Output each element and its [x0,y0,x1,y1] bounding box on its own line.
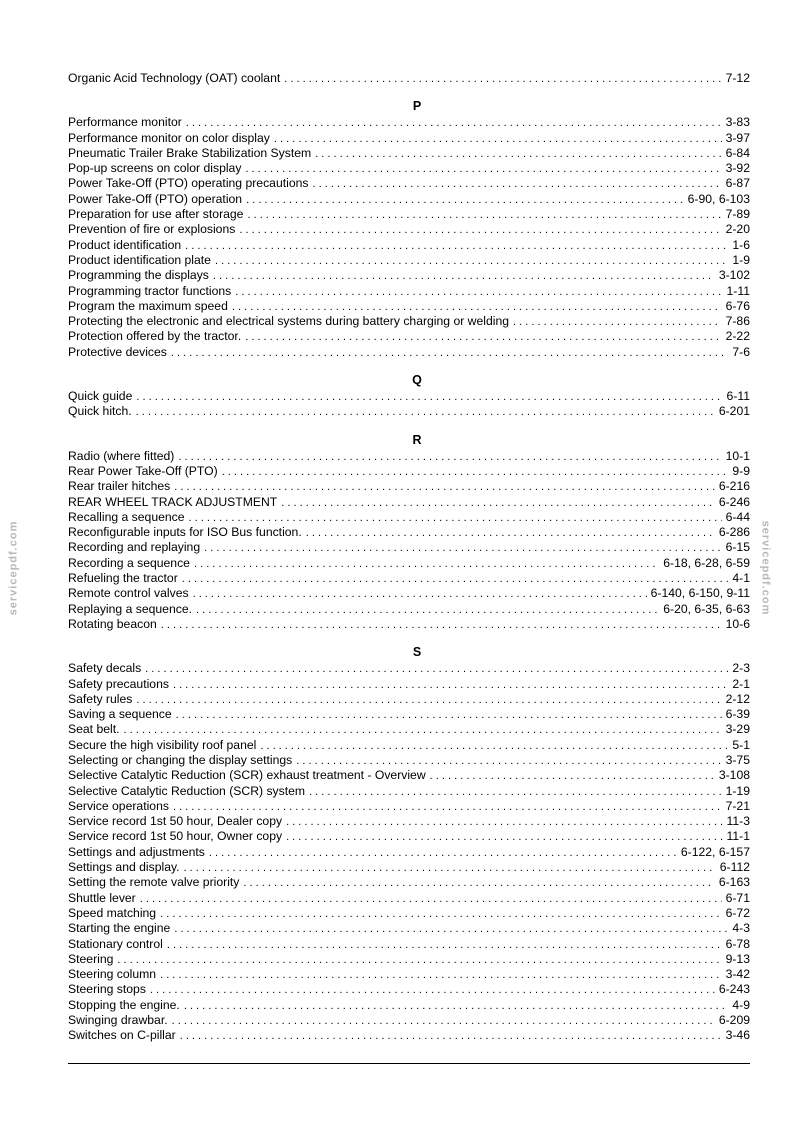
index-entry [68,906,750,921]
entry-page-number: 7-12 [725,71,750,85]
dot-leader [136,390,722,405]
index-entry [68,692,750,707]
index-entry [68,967,750,982]
index-entry [68,525,750,540]
entry-page-number: 6-44 [725,509,750,524]
index-entry [68,860,750,875]
dot-leader [281,496,715,511]
dot-leader [185,239,728,254]
index-entry [68,176,750,191]
index-entry [68,799,750,814]
dot-leader [296,754,721,769]
index-entry [68,937,750,952]
entry-page-number: 3-92 [725,161,750,176]
entry-page-number: 6-209 [718,1013,750,1028]
entry-label: Pop-up screens on color display [68,161,242,176]
dot-leader [180,1029,722,1044]
index-entry [68,891,750,906]
entry-page-number: 6-84 [725,145,750,160]
entry-label: Rotating beacon [68,616,157,631]
entry-label: Service record 1st 50 hour, Dealer copy [68,814,283,829]
index-entry [68,707,750,722]
index-entry [68,829,750,844]
index-entry [68,284,750,299]
entry-page-number: 3-108 [718,768,750,783]
entry-label: Programming the displays [68,268,209,283]
index-entry [68,768,750,783]
entry-page-number: 7-86 [725,314,750,329]
index-entry [68,784,750,799]
entry-label: Pneumatic Trailer Brake Stabilization System [68,145,312,160]
entry-label: Stopping the engine. [68,997,180,1012]
index-entry [68,617,750,632]
index-entry [68,661,750,676]
dot-leader [124,723,722,738]
entry-page-number: 4-1 [732,571,750,586]
index-entry [68,389,750,404]
index-sections [68,99,750,1043]
dot-leader [160,968,722,983]
entry-label: Replaying a sequence. [68,601,192,616]
entry-label: Seat belt. [68,722,120,737]
index-entry [68,146,750,161]
entry-page-number: 6-286 [718,525,750,540]
index-entry [68,1013,750,1028]
entry-label: Recording and replaying [68,540,201,555]
watermark-right: servicepdf.com [759,520,772,616]
dot-leader [184,861,716,876]
entry-label: Service record 1st 50 hour, Owner copy [68,829,283,844]
index-entry [68,449,750,464]
entry-label: Power Take-Off (PTO) operating precautions [68,176,309,191]
index-entry [68,404,750,419]
index-entry [68,131,750,146]
dot-leader [136,693,721,708]
dot-leader [204,541,721,556]
section-letter-heading: Q [412,373,422,388]
entry-label: Shuttle lever [68,890,136,905]
dot-leader [173,800,722,815]
entry-label: Preparation for use after storage [68,207,244,222]
dot-leader [213,269,715,284]
dot-leader [178,450,721,465]
entry-label: Speed matching [68,905,157,920]
index-entry [68,222,750,237]
entry-label: Performance monitor on color display [68,130,270,145]
entry-label: Settings and display. [68,860,180,875]
entry-label: Setting the remote valve priority [68,875,240,890]
index-entry [68,207,750,222]
dot-leader [315,147,721,162]
entry-page-number: 6-78 [725,936,750,951]
index-entry [68,329,750,344]
entry-label: Stationary control [68,936,163,951]
dot-leader [245,162,721,177]
entry-label: Steering column [68,967,157,982]
entry-page-number: 6-122, 6-157 [680,844,750,859]
entry-label: Organic Acid Technology (OAT) coolant [68,71,281,85]
index-entry [68,115,750,130]
index-entry [68,71,750,86]
dot-leader [247,208,721,223]
entry-page-number: 6-216 [718,479,750,494]
entry-page-number: 6-72 [725,905,750,920]
index-entry [68,314,750,329]
dot-leader [174,922,728,937]
index-entry [68,238,750,253]
entry-page-number: 6-18, 6-28, 6-59 [663,555,750,570]
entry-page-number: 4-3 [732,921,750,936]
entry-label: Selecting or changing the display settings [68,752,293,767]
entry-label: Reconfigurable inputs for ISO Bus function. [68,525,302,540]
index-entry [68,540,750,555]
section-letter-heading: P [412,99,422,114]
entry-label: Product identification [68,237,182,252]
index-content [68,71,750,1044]
entry-page-number: 3-29 [725,722,750,737]
entry-page-number: 2-3 [732,661,750,676]
entry-page-number: 1-19 [725,783,750,798]
index-entry [68,952,750,967]
dot-leader [171,346,728,361]
entry-label: Saving a sequence [68,707,172,722]
entry-page-number: 2-22 [725,329,750,344]
entry-page-number: 6-246 [718,494,750,509]
entry-page-number: 3-75 [725,752,750,767]
entry-label: Recording a sequence [68,555,190,570]
entry-label: Starting the engine [68,921,171,936]
dot-leader [245,330,721,345]
entry-page-number: 2-20 [725,222,750,237]
index-entry [68,1028,750,1043]
entry-page-number: 6-15 [725,540,750,555]
index-section [68,373,750,420]
entry-label: Remote control valves [68,586,189,601]
entry-page-number: 9-9 [732,463,750,478]
index-section [68,645,750,1043]
entry-label: Quick guide [68,389,133,404]
dot-leader [145,662,728,677]
dot-leader [193,587,647,602]
dot-leader [286,830,722,845]
entry-label: Safety rules [68,691,133,706]
entry-label: Rear trailer hitches [68,479,171,494]
entry-label: Settings and adjustments [68,844,205,859]
dot-leader [173,678,728,693]
index-entry [68,161,750,176]
dot-leader [167,938,722,953]
dot-leader [246,193,684,208]
entry-label: Protective devices [68,344,167,359]
dot-leader [189,511,722,526]
index-entry [68,722,750,737]
dot-leader [196,603,659,618]
dot-leader [194,557,659,572]
entry-label: Power Take-Off (PTO) operation [68,191,243,206]
entry-label: Quick hitch. [68,404,132,419]
entry-page-number: 9-13 [725,951,750,966]
dot-leader [150,983,715,998]
index-entry [68,192,750,207]
entry-page-number: 1-11 [726,283,750,298]
dot-leader [176,708,722,723]
entry-page-number: 6-112 [719,860,750,875]
dot-leader [284,72,721,87]
section-letter-heading: R [412,432,422,447]
entry-page-number: 6-163 [718,875,750,890]
dot-leader [161,618,722,633]
entry-page-number: 3-42 [725,967,750,982]
watermark-left: servicepdf.com [7,520,20,616]
entry-label: Prevention of fire or explosions [68,222,236,237]
entry-page-number: 3-83 [725,115,750,130]
entry-page-number: 6-90, 6-103 [687,191,750,206]
entry-label: Swinging drawbar. [68,1013,168,1028]
entry-label: Switches on C-pillar [68,1028,176,1043]
entry-label: Recalling a sequence [68,509,185,524]
entry-page-number: 6-201 [718,404,750,419]
entry-page-number: 11-1 [726,829,750,844]
dot-leader [239,223,721,238]
entry-page-number: 6-243 [718,982,750,997]
entry-label: Secure the high visibility roof panel [68,737,257,752]
entry-page-number: 6-39 [725,707,750,722]
entry-page-number: 2-12 [725,691,750,706]
index-entry [68,753,750,768]
index-entry [68,677,750,692]
entry-label: Performance monitor [68,115,182,130]
entry-page-number: 4-9 [732,997,750,1012]
dot-leader [274,132,722,147]
index-entry [68,464,750,479]
dot-leader [309,785,722,800]
dot-leader [182,572,729,587]
top-entries [68,71,750,86]
entry-label: Protecting the electronic and electrical systems during battery charging or welding [68,314,510,329]
entry-label: Service operations [68,798,169,813]
index-entry [68,299,750,314]
index-entry [68,998,750,1013]
index-entry [68,738,750,753]
index-entry [68,510,750,525]
entry-page-number: 6-20, 6-35, 6-63 [663,601,750,616]
entry-page-number: 3-97 [725,130,750,145]
dot-leader [243,876,714,891]
entry-label: Safety decals [68,661,142,676]
entry-label: Product identification plate [68,252,211,267]
dot-leader [174,480,715,495]
entry-page-number: 6-11 [726,389,750,404]
dot-leader [184,999,729,1014]
entry-label: Refueling the tractor [68,571,178,586]
entry-page-number: 7-6 [732,344,750,359]
index-entry [68,268,750,283]
entry-page-number: 7-89 [725,207,750,222]
index-entry [68,814,750,829]
entry-page-number: 1-6 [732,237,750,252]
index-entry [68,556,750,571]
entry-label: Safety precautions [68,676,169,691]
entry-page-number: 6-140, 6-150, 9-11 [650,586,750,601]
entry-page-number: 6-71 [725,890,750,905]
entry-page-number: 10-1 [725,448,750,463]
dot-leader [160,907,722,922]
index-entry [68,345,750,360]
index-entry [68,586,750,601]
entry-label: Program the maximum speed [68,298,228,313]
entry-page-number: 3-102 [718,268,750,283]
entry-page-number: 1-9 [732,252,750,267]
dot-leader [312,177,721,192]
dot-leader [260,739,728,754]
dot-leader [513,315,722,330]
dot-leader [222,465,729,480]
entry-page-number: 6-87 [725,176,750,191]
index-entry [68,571,750,586]
dot-leader [215,254,728,269]
dot-leader [136,405,715,420]
entry-label: Programming tractor functions [68,283,232,298]
dot-leader [286,815,722,830]
index-entry [68,495,750,510]
dot-leader [172,1014,715,1029]
index-entry [68,602,750,617]
dot-leader [186,116,722,131]
entry-label: Protection offered by the tractor. [68,329,242,344]
dot-leader [209,846,677,861]
index-entry [68,845,750,860]
dot-leader [306,526,715,541]
entry-label: Steering stops [68,982,146,997]
index-section [68,99,750,360]
entry-page-number: 6-76 [725,298,750,313]
index-section [68,433,750,633]
index-entry [68,875,750,890]
entry-page-number: 10-6 [725,616,750,631]
entry-label: Selective Catalytic Reduction (SCR) system [68,783,306,798]
index-entry [68,253,750,268]
index-entry [68,921,750,936]
entry-page-number: 11-3 [726,814,750,829]
entry-label: Selective Catalytic Reduction (SCR) exhaust treatment - Overview [68,768,426,783]
section-letter-heading: S [412,645,422,660]
dot-leader [430,769,715,784]
dot-leader [235,285,722,300]
entry-label: Radio (where fitted) [68,448,175,463]
index-entry [68,479,750,494]
entry-label: Steering [68,951,114,966]
entry-page-number: 5-1 [732,737,750,752]
footer-rule [68,1063,750,1064]
entry-page-number: 2-1 [732,676,750,691]
dot-leader [140,892,722,907]
index-entry [68,982,750,997]
entry-label: REAR WHEEL TRACK ADJUSTMENT [68,494,278,509]
entry-page-number: 3-46 [725,1028,750,1043]
entry-page-number: 7-21 [725,798,750,813]
dot-leader [232,300,722,315]
dot-leader [117,953,721,968]
entry-label: Rear Power Take-Off (PTO) [68,463,218,478]
